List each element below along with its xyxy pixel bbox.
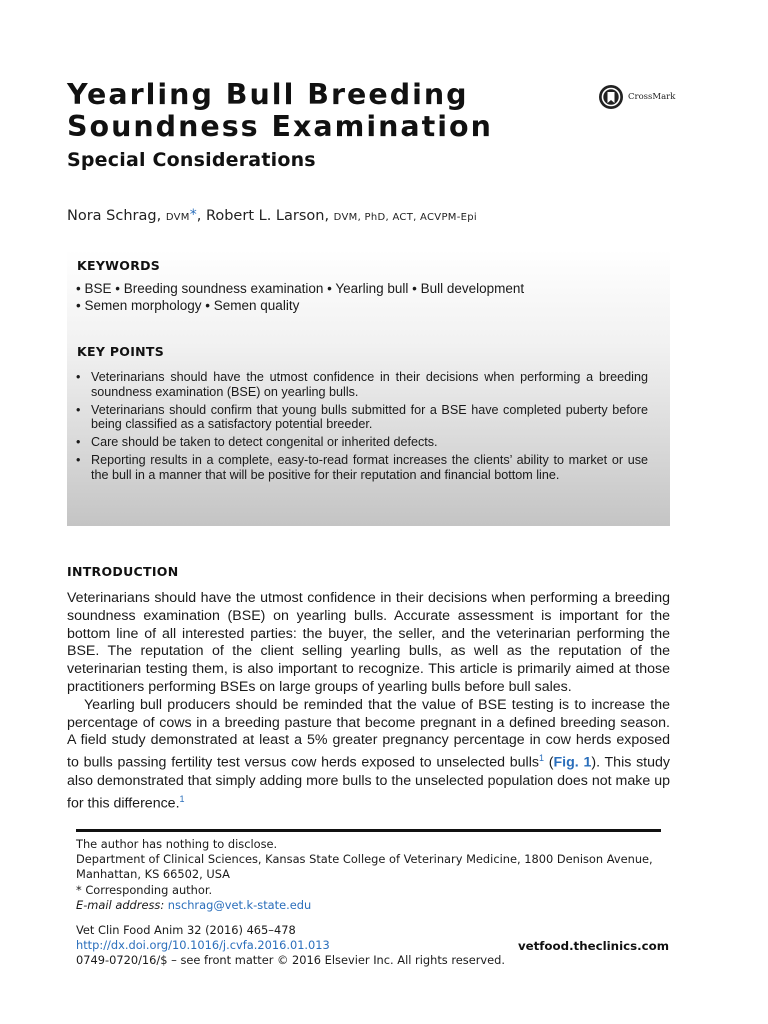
reference-1-link[interactable]: 1 xyxy=(538,753,544,764)
key-point-text: Reporting results in a complete, easy-to-read format increases the clients’ ability to market or use the bull in a manner that will be positive for their reputation and financial bottom line. xyxy=(91,453,648,483)
email-label: E-mail address: xyxy=(76,897,165,912)
author-line xyxy=(67,207,477,224)
paragraph-1: Veterinarians should have the utmost confidence in their decisions when performing a breeding soundness examination (BSE) on yearling bulls. Accurate assessment is important for the bottom line of all interested parties: the buyer, the seller, and the veterinarian performing the BSE. The reputation of the client selling yearling bulls, as well as the reputation of the veterinarian testing them, is also important to recognize. This article is primarily aimed at those practitioners performing BSEs on large groups of yearling bulls before bull sales. xyxy=(67,590,670,695)
email-note xyxy=(76,898,676,913)
bullet-icon: • xyxy=(76,435,81,450)
crossmark-logo-icon xyxy=(598,84,624,110)
keywords-heading: KEYWORDS xyxy=(77,258,161,273)
keywords-line-2: • Semen morphology • Semen quality xyxy=(76,298,300,313)
key-points-list xyxy=(76,370,648,486)
key-point-item xyxy=(76,453,648,482)
key-point-item xyxy=(76,403,648,432)
author-2-name: Robert L. Larson, xyxy=(205,208,330,224)
key-points-heading: KEY POINTS xyxy=(77,344,165,359)
paren-open: ( xyxy=(543,754,554,771)
key-point-item xyxy=(76,435,648,450)
key-point-item xyxy=(76,370,648,399)
crossmark-label: CrossMark xyxy=(628,92,676,102)
journal-website-link[interactable]: vetfood.theclinics.com xyxy=(517,939,669,953)
article-title xyxy=(67,79,567,143)
crossmark-badge[interactable] xyxy=(598,84,675,110)
key-point-text: Veterinarians should have the utmost confidence in their decisions when performing a breeding soundness examination (BSE) on yearling bulls. xyxy=(91,370,648,399)
corresponding-author-marker[interactable]: * xyxy=(189,207,197,223)
paragraph-2-text-b: ). This study also demonstrated that simply adding more bulls to the unselected population does not make up for this difference. xyxy=(67,754,670,812)
figure-1-link[interactable]: Fig. 1 xyxy=(553,754,592,771)
paragraph-2-text-a: Yearling bull producers should be reminded that the value of BSE testing is to increase the percentage of cows in a breeding pasture that become pregnant in a defined breeding season. A field study demonstrated at least a 5% greater pregnancy percentage in cow herds exposed to bulls passing fertility test versus cow herds exposed to unselected bulls xyxy=(67,696,670,771)
author-separator: , xyxy=(196,208,202,224)
introduction-heading: INTRODUCTION xyxy=(67,564,179,579)
title-line-2: Soundness Examination xyxy=(67,110,493,143)
footnotes xyxy=(76,837,676,913)
title-line-1: Yearling Bull Breeding xyxy=(67,78,469,111)
corresponding-note: * Corresponding author. xyxy=(76,882,213,897)
key-point-text: Care should be taken to detect congenital or inherited defects. xyxy=(91,435,438,450)
author-1-name: Nora Schrag, xyxy=(67,208,162,224)
paragraph-2 xyxy=(67,697,670,813)
bullet-icon: • xyxy=(76,402,81,417)
keywords-line-1: • BSE • Breeding soundness examination • Yearling bull • Bull development xyxy=(76,281,525,296)
key-point-text: Veterinarians should confirm that young bulls submitted for a BSE have completed puberty before being classified as a satisfactory potential breeder. xyxy=(91,402,648,432)
keywords-keypoints-box xyxy=(67,250,670,526)
author-1-degree: DVM xyxy=(165,212,190,223)
reference-1-link-2[interactable]: 1 xyxy=(179,793,185,804)
affiliation-note: Department of Clinical Sciences, Kansas State College of Veterinary Medicine, 1800 Denison Avenue, Manhattan, KS 66502, USA xyxy=(76,852,653,882)
journal-citation: Vet Clin Food Anim 32 (2016) 465–478 xyxy=(76,923,296,937)
disclosure-note: The author has nothing to disclose. xyxy=(76,837,278,851)
copyright-line: 0749-0720/16/$ – see front matter © 2016 Elsevier Inc. All rights reserved. xyxy=(76,953,506,968)
bullet-icon: • xyxy=(76,370,81,384)
email-link[interactable]: nschrag@vet.k-state.edu xyxy=(167,897,312,912)
doi-link[interactable]: http://dx.doi.org/10.1016/j.cvfa.2016.01.013 xyxy=(76,938,330,953)
introduction-body xyxy=(67,590,670,813)
author-2-degree: DVM, PhD, ACT, ACVPM-Epi xyxy=(333,212,477,223)
footnote-divider xyxy=(76,829,661,832)
bullet-icon: • xyxy=(76,453,81,468)
article-subtitle: Special Considerations xyxy=(67,149,316,171)
